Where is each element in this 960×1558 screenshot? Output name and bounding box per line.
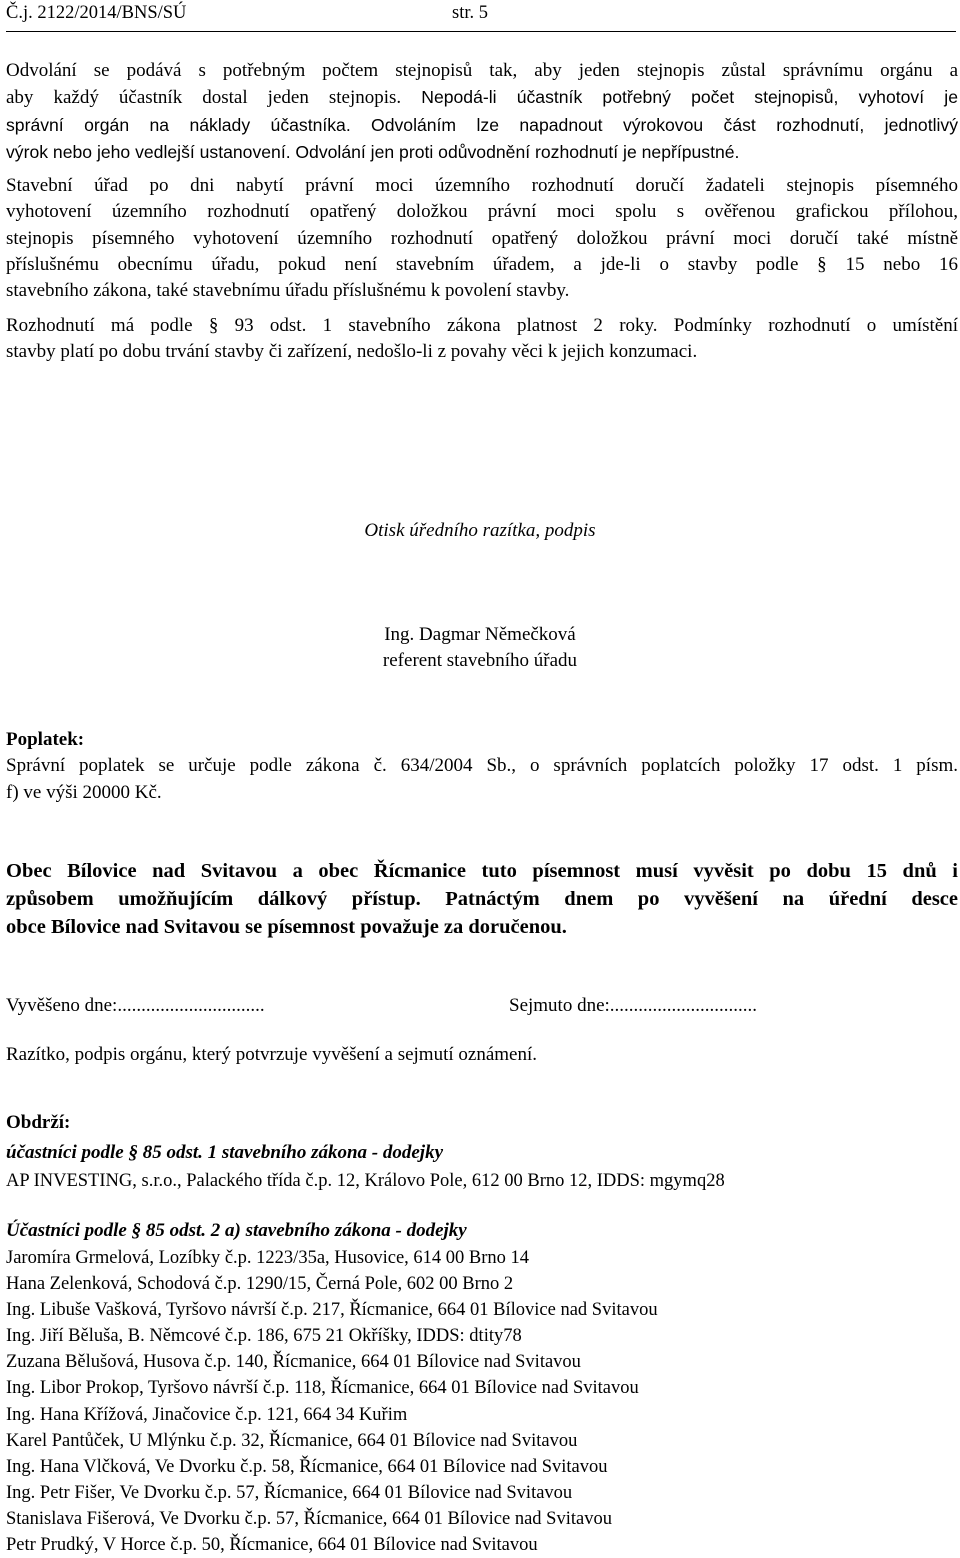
validity-line: stavby platí po dobu trvání stavby či zařízení, nedošlo-li z povahy věci k jejich konzumaci. <box>6 341 698 363</box>
recipient-item: Stanislava Fišerová, Ve Dvorku č.p. 57, Řícmanice, 664 01 Bílovice nad Svitavou <box>6 1508 612 1529</box>
recipient-item: Ing. Libor Prokop, Tyršovo návrší č.p. 118, Řícmanice, 664 01 Bílovice nad Svitavou <box>6 1378 639 1399</box>
delivery-line: příslušnému obecnímu úřadu, pokud není stavebním úřadem, a jde-li o stavby podle § 15 nebo 16 <box>6 253 958 275</box>
delivery-line: stejnopis písemného vyhotovení územního rozhodnutí opatřený doložkou právní moci doručí také místně <box>6 227 958 249</box>
appeal-paragraph <box>6 58 958 166</box>
stamp-placeholder: Otisk úředního razítka, podpis <box>364 520 596 541</box>
recipients-group2-list <box>6 1245 958 1558</box>
posted-date-field: Vyvěšeno dne:............................... <box>6 995 265 1016</box>
delivery-line: Stavební úřad po dni nabytí právní moci územního rozhodnutí doručí žadateli stejnopis písemného <box>6 175 958 196</box>
posting-notice-line: obce Bílovice nad Svitavou se písemnost považuje za doručenou. <box>6 916 567 938</box>
appeal-line <box>6 112 958 139</box>
posting-notice <box>6 857 958 941</box>
fee-heading: Poplatek: <box>6 729 85 750</box>
recipients-group1-list <box>6 1168 958 1194</box>
recipient-item: Ing. Libuše Vašková, Tyršovo návrší č.p. 217, Řícmanice, 664 01 Bílovice nad Svitavou <box>6 1300 658 1321</box>
appeal-text: Nepodá-li účastník potřebný počet stejnopisů, vyhotoví je <box>421 87 958 108</box>
stamp-note: Razítko, podpis orgánu, který potvrzuje vyvěšení a sejmutí oznámení. <box>6 1044 537 1065</box>
recipients-group2-title: Účastníci podle § 85 odst. 2 a) stavebního zákona - dodejky <box>6 1220 467 1241</box>
page-header <box>6 3 956 27</box>
appeal-text: Odvoláním lze napadnout výrokovou část rozhodnutí, jednotlivý <box>371 114 959 135</box>
recipient-item: Zuzana Bělušová, Husova č.p. 140, Řícmanice, 664 01 Bílovice nad Svitavou <box>6 1352 581 1373</box>
recipient-item: Hana Zelenková, Schodová č.p. 1290/15, Černá Pole, 602 00 Brno 2 <box>6 1274 514 1295</box>
posting-notice-line: Obec Bílovice nad Svitavou a obec Řícmanice tuto písemnost musí vyvěsit po dobu 15 dnů i <box>6 860 958 882</box>
validity-paragraph <box>6 313 958 366</box>
recipient-item: AP INVESTING, s.r.o., Palackého třída č.p. 12, Královo Pole, 612 00 Brno 12, IDDS: mgymq28 <box>6 1171 725 1191</box>
recipient-item: Ing. Petr Fišer, Ve Dvorku č.p. 57, Řícmanice, 664 01 Bílovice nad Svitavou <box>6 1482 573 1503</box>
fee-line: f) ve výši 20000 Kč. <box>6 781 162 803</box>
recipients-group1-title: účastníci podle § 85 odst. 1 stavebního zákona - dodejky <box>6 1142 443 1163</box>
signatory-role: referent stavebního úřadu <box>382 650 578 671</box>
delivery-paragraph <box>6 173 958 304</box>
delivery-line: stavebního zákona, také stavebnímu úřadu příslušnému k povolení stavby. <box>6 280 570 302</box>
fee-line: Správní poplatek se určuje podle zákona č. 634/2004 Sb., o správních poplatcích položky 17 odst. 1 písm. <box>6 755 958 777</box>
appeal-line <box>6 84 958 111</box>
validity-line: Rozhodnutí má podle § 93 odst. 1 stavebního zákona platnost 2 roky. Podmínky rozhodnutí o umístění <box>6 315 958 336</box>
recipient-item: Ing. Jiří Běluša, B. Němcové č.p. 186, 675 21 Okříšky, IDDS: dtity78 <box>6 1326 522 1347</box>
recipient-item: Ing. Hana Vlčková, Ve Dvorku č.p. 58, Řícmanice, 664 01 Bílovice nad Svitavou <box>6 1456 608 1477</box>
header-rule <box>6 31 956 32</box>
appeal-line: Odvolání se podává s potřebným počtem stejnopisů tak, aby jeden stejnopis zůstal správnímu orgánu a <box>6 60 958 81</box>
recipient-item: Jaromíra Grmelová, Lozíbky č.p. 1223/35a, Husovice, 614 00 Brno 14 <box>6 1248 530 1268</box>
recipients-heading: Obdrží: <box>6 1112 71 1133</box>
recipient-item: Petr Prudký, V Horce č.p. 50, Řícmanice, 664 01 Bílovice nad Svitavou <box>6 1535 538 1556</box>
removed-date-field: Sejmuto dne:............................... <box>509 995 758 1016</box>
signatory-name: Ing. Dagmar Němečková <box>384 624 576 645</box>
appeal-text: správní orgán na náklady účastníka. <box>6 114 351 135</box>
delivery-line: vyhotovení územního rozhodnutí opatřený doložkou právní moci spolu s ověřenou grafickou přílohou, <box>6 201 958 223</box>
reference-number: Č.j. 2122/2014/BNS/SÚ <box>6 3 187 23</box>
posting-notice-line: způsobem umožňujícím dálkový přístup. Patnáctým dnem po vyvěšení na úřední desce <box>6 888 958 910</box>
appeal-line <box>6 139 958 166</box>
appeal-text: výrok nebo jeho vedlejší ustanovení. <box>6 141 291 162</box>
appeal-text: aby každý účastník dostal jeden stejnopis. <box>6 87 402 109</box>
recipient-item: Ing. Hana Křížová, Jinačovice č.p. 121, 664 34 Kuřim <box>6 1404 408 1425</box>
fee-section <box>6 727 958 806</box>
page-number: str. 5 <box>452 3 488 23</box>
recipient-item: Karel Pantůček, U Mlýnku č.p. 32, Řícmanice, 664 01 Bílovice nad Svitavou <box>6 1430 578 1451</box>
appeal-inadmissible-text: Odvolání jen proti odůvodnění rozhodnutí je nepřípustné. <box>295 141 740 162</box>
